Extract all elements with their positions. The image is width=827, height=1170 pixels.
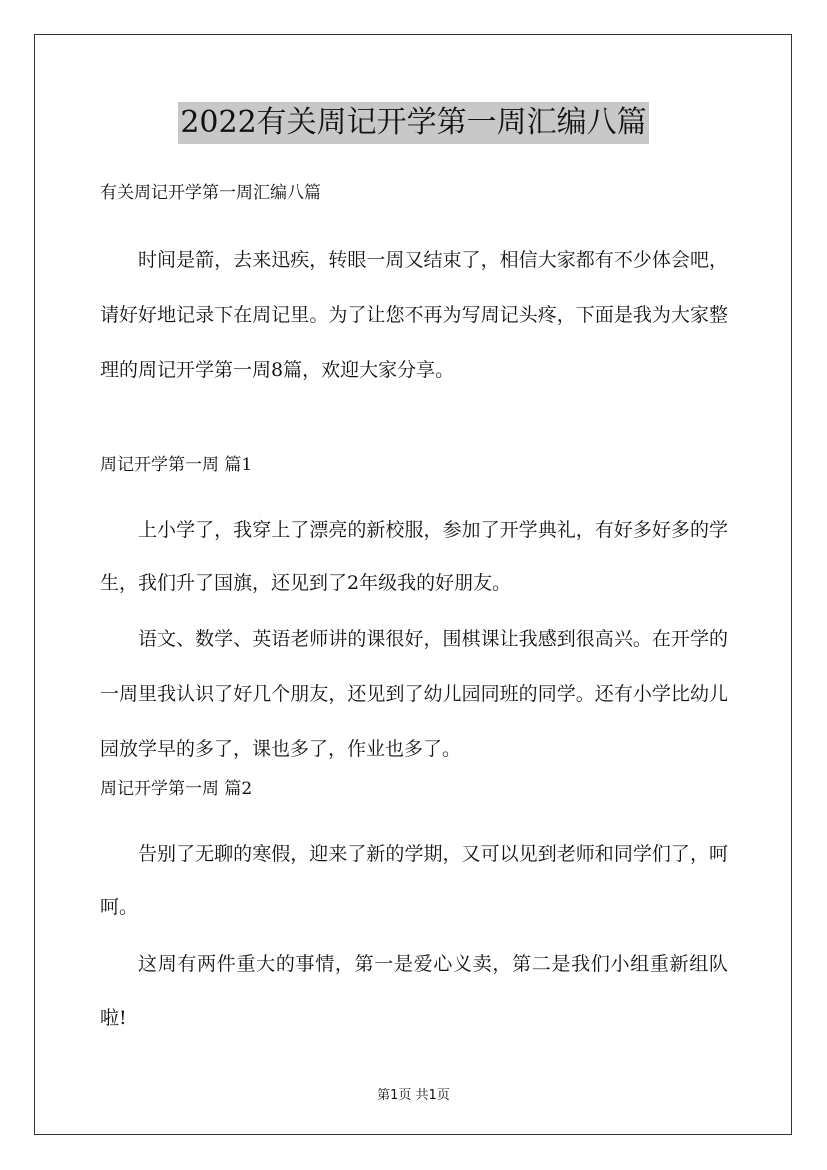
section-1-paragraph-2: 语文、数学、英语老师讲的课很好，围棋课让我感到很高兴。在开学的一周里我认识了好几个朋友，还见到了幼儿园同班的同学。还有小学比幼儿园放学早的多了，课也多了，作业也多了。: [100, 628, 728, 760]
section-2-heading: 周记开学第一周 篇2: [100, 779, 253, 799]
section-1-heading: 周记开学第一周 篇1: [100, 455, 253, 475]
title-container: [0, 102, 827, 144]
intro-paragraph: 时间是箭，去来迅疾，转眼一周又结束了，相信大家都有不少体会吧，请好好地记录下在周记里。为了让您不再为写周记头疼，下面是我为大家整理的周记开学第一周8篇，欢迎大家分享。: [100, 249, 728, 381]
section-1-paragraph-1: 上小学了，我穿上了漂亮的新校服，参加了开学典礼，有好多好多的学生，我们升了国旗，还见到了2年级我的好朋友。: [100, 519, 728, 594]
document-title: 2022有关周记开学第一周汇编八篇: [178, 102, 648, 144]
document-subtitle: 有关周记开学第一周汇编八篇: [100, 183, 321, 203]
section-2-paragraph-1: 告别了无聊的寒假，迎来了新的学期，又可以见到老师和同学们了，呵呵。: [100, 843, 728, 918]
page-footer: 第1页 共1页: [377, 1088, 450, 1103]
section-2-paragraph-2: 这周有两件重大的事情，第一是爱心义卖，第二是我们小组重新组队啦!: [100, 953, 728, 1029]
